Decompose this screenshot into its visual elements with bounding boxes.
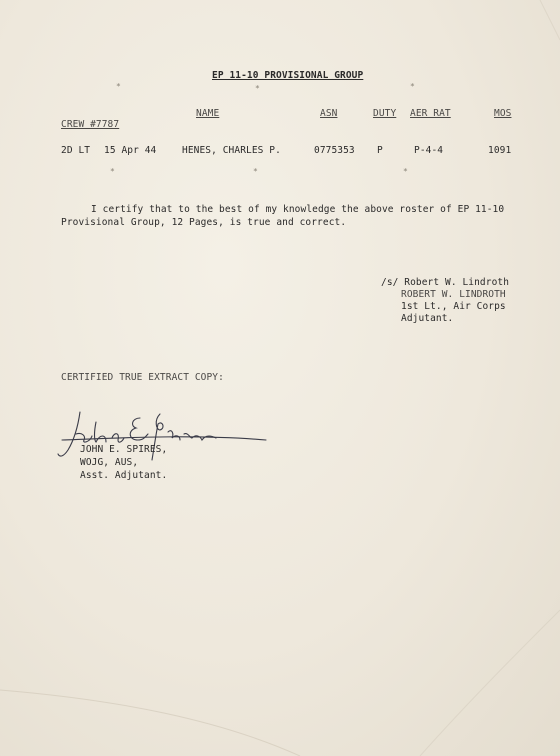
asterisk-mark: * [410, 82, 415, 91]
extract-label: CERTIFIED TRUE EXTRACT COPY: [61, 372, 224, 383]
extract-rank: WOJG, AUS, [80, 457, 139, 468]
crew-number: CREW #7787 [61, 119, 120, 130]
column-header-duty: DUTY [373, 108, 397, 119]
extract-name: JOHN E. SPIRES, [80, 444, 168, 455]
row-duty: P [377, 145, 383, 156]
row-name: HENES, CHARLES P. [182, 145, 281, 156]
asterisk-mark: * [253, 167, 258, 176]
signature-line-2: ROBERT W. LINDROTH [401, 289, 506, 300]
document-title: EP 11-10 PROVISIONAL GROUP [212, 70, 364, 81]
column-header-asn: ASN [320, 108, 338, 119]
row-date: 15 Apr 44 [104, 145, 157, 156]
row-rank: 2D LT [61, 145, 91, 156]
row-asn: 0775353 [314, 145, 355, 156]
signature-line-1: /s/ Robert W. Lindroth [381, 277, 510, 288]
certification-line-1: I certify that to the best of my knowledge the above roster of EP 11-10 [91, 204, 505, 215]
column-header-name: NAME [196, 108, 220, 119]
asterisk-mark: * [403, 167, 408, 176]
column-header-aer-rat: AER RAT [410, 108, 451, 119]
signature-line-3: 1st Lt., Air Corps [401, 301, 506, 312]
extract-title: Asst. Adjutant. [80, 470, 168, 481]
asterisk-mark: * [110, 167, 115, 176]
asterisk-mark: * [116, 82, 121, 91]
asterisk-mark: * [255, 84, 260, 93]
signature-line-4: Adjutant. [401, 313, 454, 324]
row-mos: 1091 [488, 145, 512, 156]
row-aer-rat: P-4-4 [414, 145, 444, 156]
certification-line-2: Provisional Group, 12 Pages, is true and correct. [61, 217, 347, 228]
column-header-mos: MOS [494, 108, 512, 119]
